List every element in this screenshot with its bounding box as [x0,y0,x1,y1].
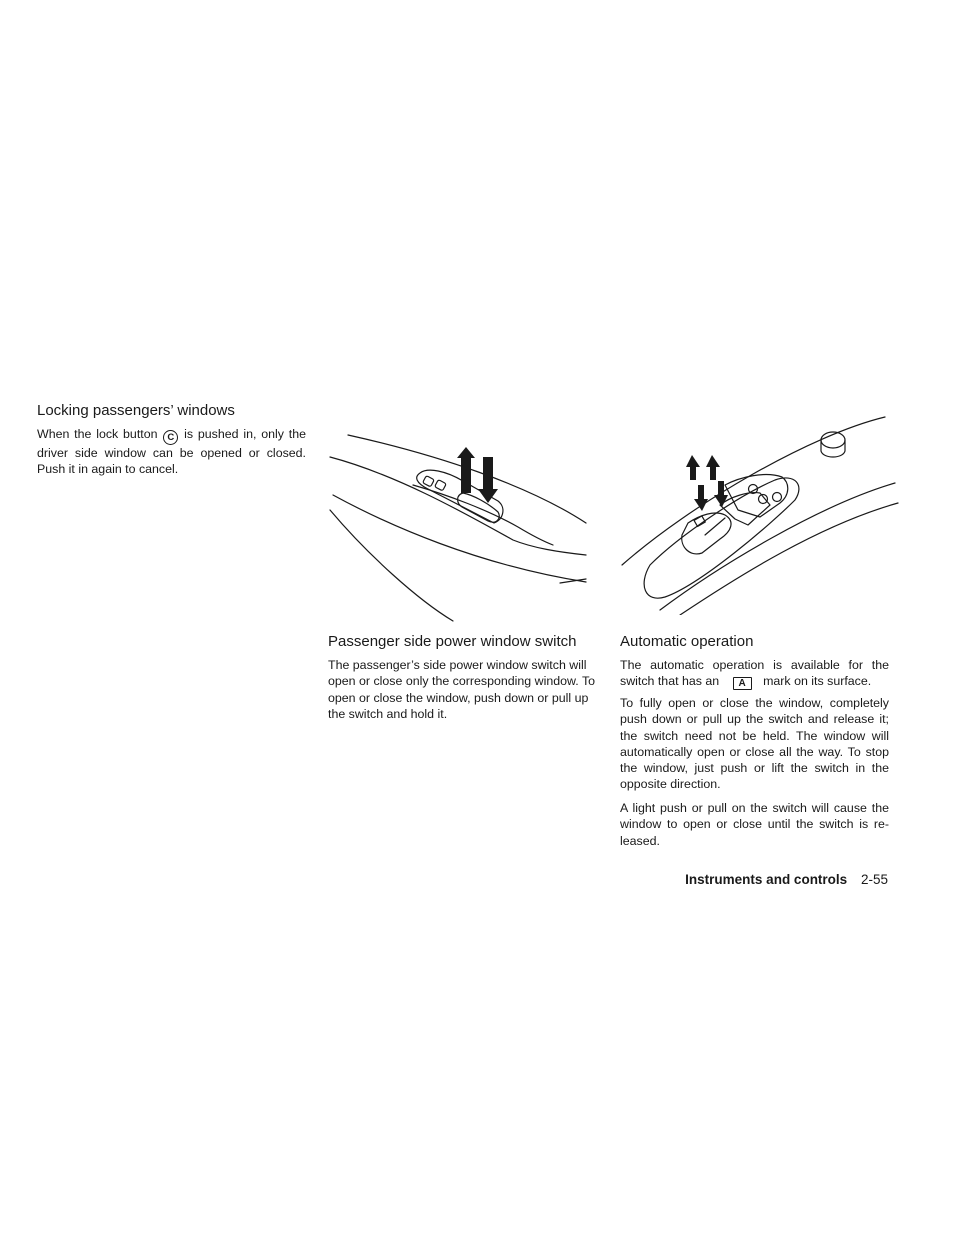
automatic-heading: Automatic operation [620,633,754,650]
auto-arrows-icon [686,455,728,511]
locking-text-after: is pushed in, only the driver side window can be opened or closed. Push it in again to cancel. [37,427,306,477]
lock-button-c-icon: C [163,430,178,445]
automatic-paragraph-2: To fully open or close the window, completely push down or pull up the switch and release it; the switch need not be held. The window will automatically open or close all the way. To stop the window, just push or lift the switch in the opposite direction. [620,696,889,792]
automatic-paragraph-1 [620,657,889,690]
passenger-heading: Passenger side power window switch [328,633,577,650]
automatic-paragraph-3: A light push or pull on the switch will cause the window to open or close until the switch is re-leased. [620,801,889,848]
rear-left-switch [720,493,770,525]
passenger-body: The passenger’s side power window switch will open or close only the corresponding window. To open or close the window, push down or pull up the switch and hold it. [328,658,596,721]
passenger-switch-illustration [328,415,593,625]
door-panel-curve [330,510,453,621]
page-footer [685,872,888,887]
auto-mark-badge: A [733,677,752,690]
locking-text-before: When the lock button [37,427,158,441]
automatic-switch-illustration [620,415,900,615]
locking-body [37,426,306,478]
armrest-top [330,457,586,555]
auxiliary-button-icon [435,480,447,491]
locking-heading: Locking passengers’ windows [37,402,235,419]
up-down-arrows-icon [457,447,498,503]
page-number: 2-55 [860,872,888,887]
footer-section-title: Instruments and controls [685,872,848,887]
armrest-side [333,495,586,582]
automatic-p1-after: mark on its surface. [763,674,872,689]
switch-cluster-top [725,475,788,517]
lock-knob [821,432,845,457]
automatic-p1-before: The automatic operation is available for the switch that has an [620,658,889,689]
lock-button-icon [423,476,435,487]
rear-right-switch-icon [773,493,782,502]
